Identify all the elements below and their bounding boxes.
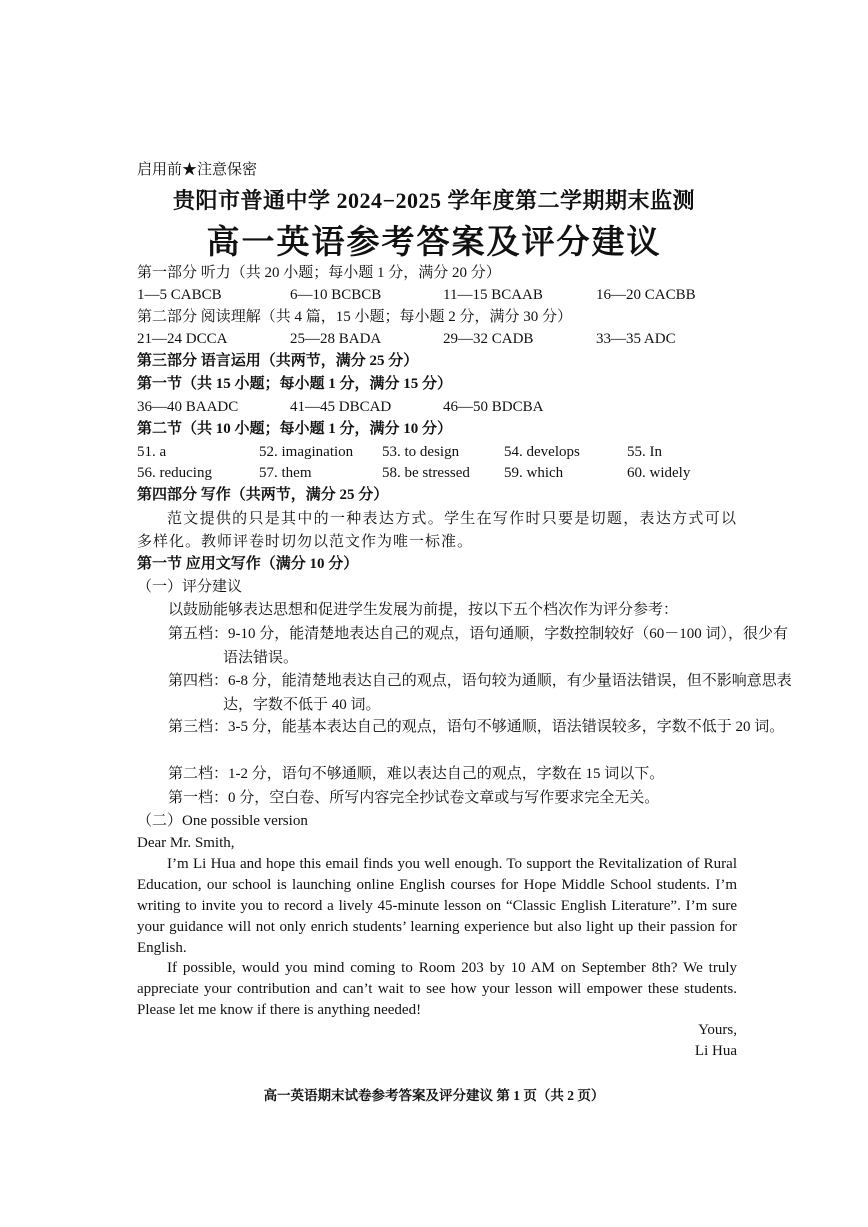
answer-item: 56. reducing [137, 465, 212, 481]
sample-subheading: （二）One possible version [137, 813, 308, 829]
answer-group: 29—32 CADB [443, 331, 534, 347]
answer-group: 21—24 DCCA [137, 331, 228, 347]
score-level: 第五档：9-10 分，能清楚地表达自己的观点，语句通顺，字数控制较好（60－100 词），很少有语法错误。 [168, 626, 788, 666]
section1-heading: 第一节（共 15 小题；每小题 1 分，满分 15 分） [137, 376, 453, 392]
document-title: 高一英语参考答案及评分建议 [206, 225, 662, 261]
page-footer: 高一英语期末试卷参考答案及评分建议 第 1 页（共 2 页） [263, 1088, 605, 1103]
answer-item: 58. be stressed [382, 465, 470, 481]
answer-item: 53. to design [382, 444, 460, 460]
letter-signature: Li Hua [694, 1043, 737, 1059]
answer-item: 54. develops [504, 444, 580, 460]
answer-group: 11—15 BCAAB [443, 287, 543, 303]
scoring-intro: 以鼓励能够表达思想和促进学生发展为前提，按以下五个档次作为评分参考： [168, 602, 679, 618]
score-level: 第三档：3-5 分，能基本表达自己的观点，语句不够通顺，语法错误较多，字数不低于 20 词。 [168, 719, 785, 735]
section2-heading: 第二节（共 10 小题；每小题 1 分，满分 10 分） [137, 421, 453, 437]
answer-group: 33—35 ADC [596, 331, 676, 347]
answer-item: 51. a [137, 444, 167, 460]
answer-item: 57. them [259, 465, 312, 481]
letter-paragraph: If possible, would you mind coming to Room 203 by 10 AM on September 8th? We truly appreciate your contribution and can’t wait to see how your lesson will empower these students. Please let me know if there is anything needed! [137, 960, 737, 1018]
part4-heading: 第四部分 写作（共两节，满分 25 分） [137, 487, 389, 503]
answer-group: 6—10 BCBCB [290, 287, 382, 303]
answer-group: 1—5 CABCB [137, 287, 222, 303]
model-essay-note: 范文提供的只是其中的一种表达方式。学生在写作时只要是切题，表达方式可以多样化。教师评卷时切勿以范文作为唯一标准。 [137, 509, 737, 550]
answer-item: 55. In [627, 444, 662, 460]
scoring-subheading: （一）评分建议 [137, 579, 243, 595]
letter-paragraph: I’m Li Hua and hope this email finds you well enough. To support the Revitalization of Rural Education, our school is launching online English courses for Hope Middle School students. I’m writing to invite you to record a lively 45-minute lesson on “Classic English Literature”. I’m sure your guidance will not only enrich students’ learning experience but also light up their passion for English. [137, 856, 737, 956]
letter-greeting: Dear Mr. Smith, [137, 835, 235, 851]
answer-group: 16—20 CACBB [596, 287, 696, 303]
answer-item: 59. which [504, 465, 564, 481]
score-level: 第四档：6-8 分，能清楚地表达自己的观点，语句较为通顺，有少量语法错误，但不影响意思表达，字数不低于 40 词。 [168, 673, 792, 713]
letter-closing: Yours, [698, 1022, 737, 1038]
part2-heading: 第二部分 阅读理解（共 4 篇，15 小题；每小题 2 分，满分 30 分） [137, 309, 573, 325]
answer-group: 46—50 BDCBA [443, 399, 544, 415]
answer-group: 41—45 DBCAD [290, 399, 392, 415]
part3-heading: 第三部分 语言运用（共两节，满分 25 分） [137, 353, 419, 369]
writing-section1-heading: 第一节 应用文写作（满分 10 分） [137, 556, 359, 572]
score-level: 第二档：1-2 分，语句不够通顺，难以表达自己的观点，字数在 15 词以下。 [168, 766, 665, 782]
confidential-notice: 启用前★注意保密 [137, 162, 258, 178]
answer-item: 60. widely [627, 465, 691, 481]
score-level: 第一档：0 分，空白卷、所写内容完全抄试卷文章或与写作要求完全无关。 [168, 790, 660, 806]
answer-group: 25—28 BADA [290, 331, 382, 347]
answer-group: 36—40 BAADC [137, 399, 239, 415]
exam-title: 贵阳市普通中学 2024−2025 学年度第二学期期末监测 [172, 188, 696, 213]
answer-item: 52. imagination [259, 444, 354, 460]
part1-heading: 第一部分 听力（共 20 小题；每小题 1 分，满分 20 分） [137, 265, 501, 281]
